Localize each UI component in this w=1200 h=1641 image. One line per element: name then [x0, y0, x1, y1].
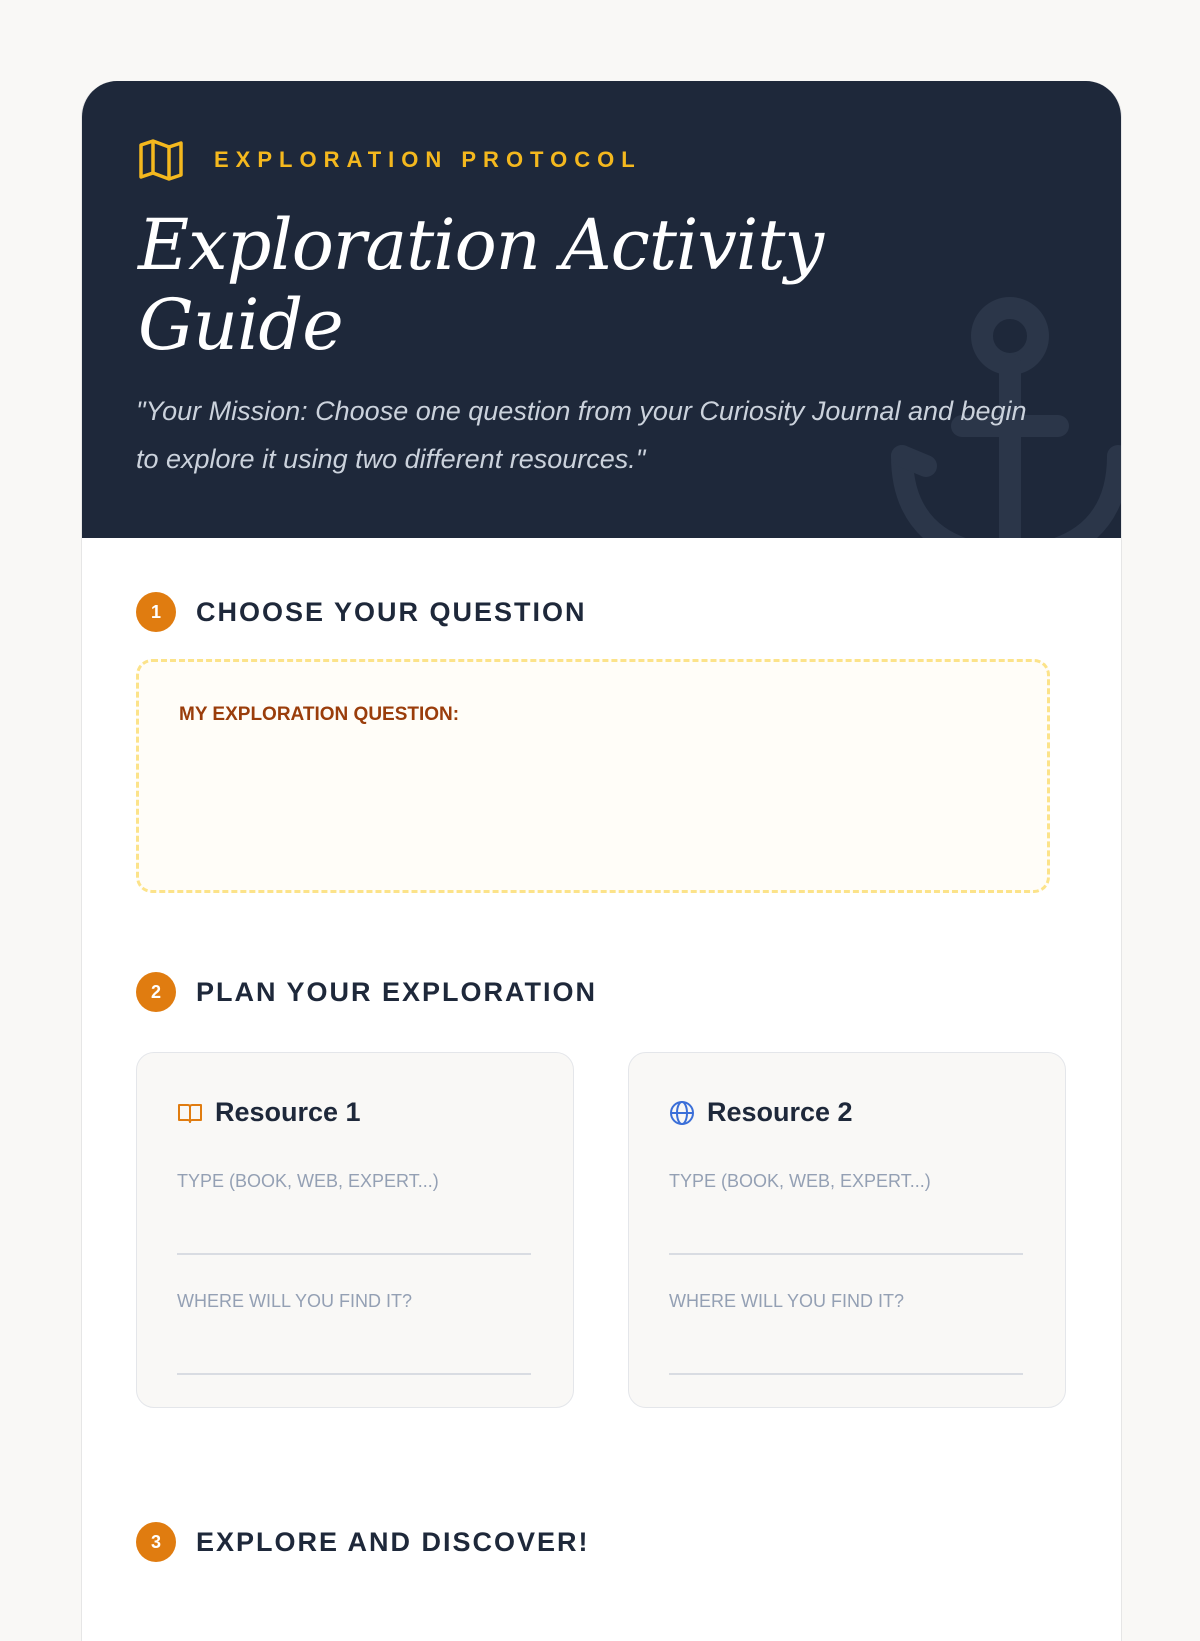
hero-header [82, 81, 1121, 538]
resource-header [177, 1097, 361, 1128]
section-plan-exploration [136, 972, 597, 1012]
activity-guide-card [81, 81, 1122, 1641]
step-badge: 3 [136, 1522, 176, 1562]
question-field[interactable] [136, 659, 1050, 893]
where-input-line[interactable] [177, 1373, 531, 1375]
eyebrow [138, 138, 642, 182]
where-label: WHERE WILL YOU FIND IT? [177, 1291, 413, 1311]
section-explore-discover [136, 1522, 590, 1562]
resource-card-1 [136, 1052, 574, 1408]
page-title: Exploration Activity Guide [138, 204, 823, 366]
map-icon [138, 138, 184, 182]
type-label: TYPE (BOOK, WEB, EXPERT...) [669, 1171, 931, 1191]
section-title: PLAN YOUR EXPLORATION [196, 976, 598, 1007]
type-input-line[interactable] [669, 1253, 1023, 1255]
where-input-line[interactable] [669, 1373, 1023, 1375]
resource-title: Resource 1 [215, 1097, 361, 1127]
section-title: CHOOSE YOUR QUESTION [196, 596, 587, 627]
eyebrow-label: EXPLORATION PROTOCOL [214, 147, 642, 172]
section-choose-question [136, 592, 587, 632]
step-badge: 2 [136, 972, 176, 1012]
section-title: EXPLORE AND DISCOVER! [196, 1526, 590, 1557]
type-label: TYPE (BOOK, WEB, EXPERT...) [177, 1171, 439, 1191]
type-input-line[interactable] [177, 1253, 531, 1255]
book-icon [177, 1100, 203, 1126]
mission-subtitle: "Your Mission: Choose one question from your Curiosity Journal and begin to explore it using two different resources." [136, 396, 1027, 474]
resource-header [669, 1097, 853, 1128]
question-label: MY EXPLORATION QUESTION: [179, 704, 460, 725]
globe-icon [669, 1100, 695, 1126]
resource-title: Resource 2 [707, 1097, 853, 1127]
resource-card-2 [628, 1052, 1066, 1408]
step-badge: 1 [136, 592, 176, 632]
where-label: WHERE WILL YOU FIND IT? [669, 1291, 905, 1311]
